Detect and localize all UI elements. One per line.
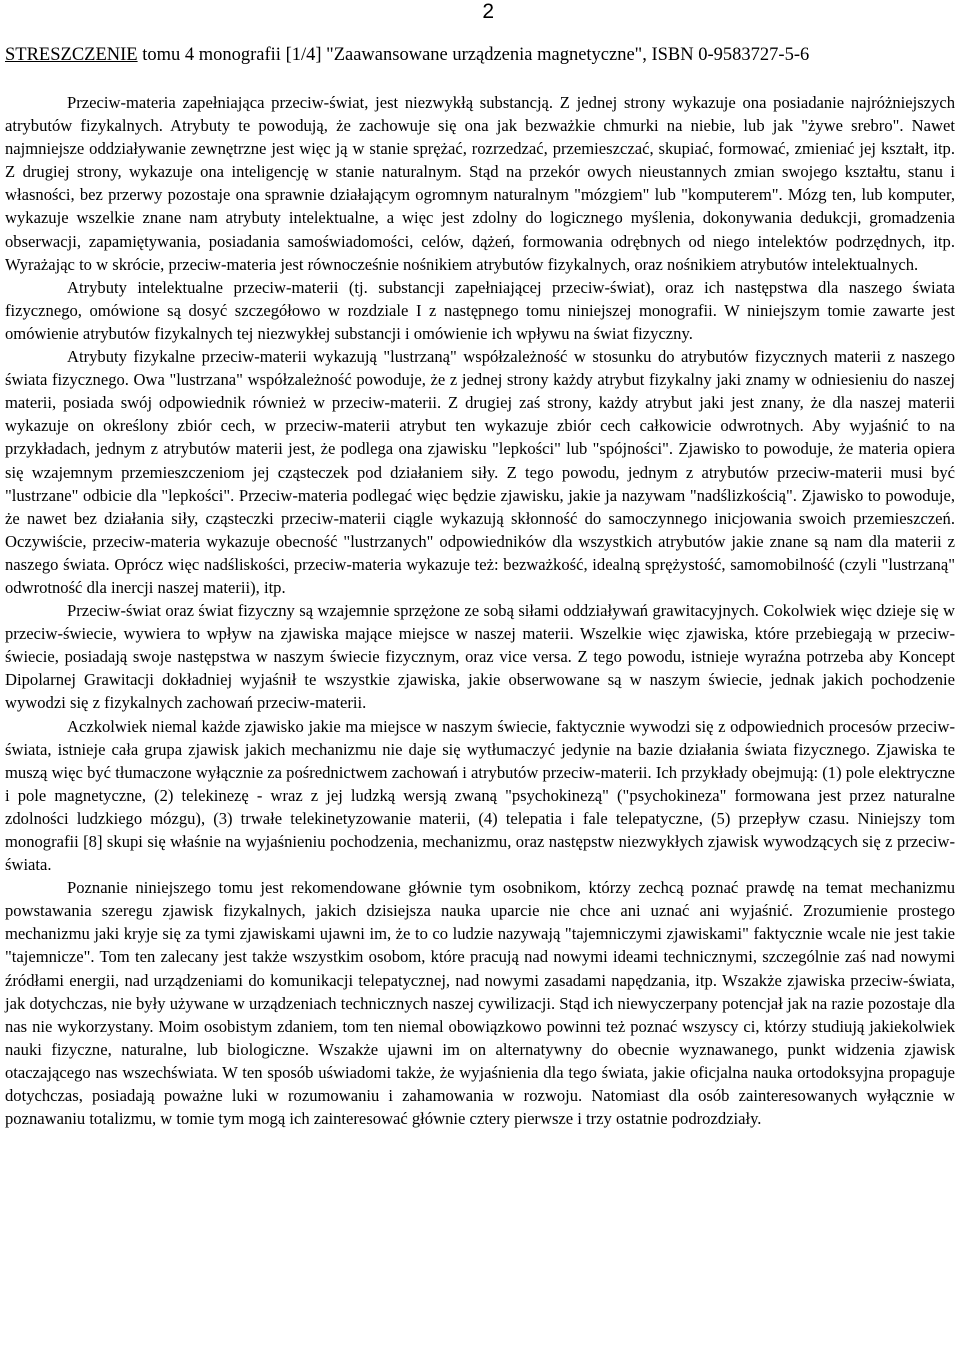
paragraph-6: Poznanie niniejszego tomu jest rekomendowane głównie tym osobnikom, którzy zechcą poznać prawdę na temat mechanizmu powstawania szeregu zjawisk fizykalnych, jakich dzisiejsza nauka uparcie nie chce ani uznać ani wyjaśnić. Zrozumienie prostego mechanizmu jaki kryje się za tymi zjawiskami ujawni im, że to co ludzie nazywają "tajemniczymi zjawiskami" faktycznie wcale nie jest takie "tajemnicze". Tom ten zalecany jest także wszystkim osobom, które pracują nad nowymi ideami technicznymi, szczególnie zaś nad nowymi źródłami energii, nad urządzeniami do komunikacji telepatycznej, nad nowymi zasadami napędzania, itp. Wszakże zjawiska przeciw-świata, jak dotychczas, nie były używane w urządzeniach technicznych naszej cywilizacji. Stąd ich niewyczerpany potencjał jak na razie pozostaje dla nas nie wykorzystany. Moim osobistym zdaniem, tom ten niemal obowiązkowo powinni też poznać wszyscy ci, którzy studiują jakiekolwiek nauki fizyczne, naturalne, lub biologiczne. Wszakże ujawni im on alternatywny do obecnie wyznawanego, punkt widzenia zjawisk otaczającego nas wszechświata. W ten sposób uświadomi także, że wyjaśnienia dla tego świata, jakie oficjalna nauka ortodoksyjna propaguje dotychczas, posiadają poważne luki w rozumowaniu i zahamowania w rozwoju. Natomiast dla osób zainteresowanych wyłącznie w poznawaniu totalizmu, w tomie tym mogą ich zainteresować głównie cztery pierwsze i trzy ostatnie podrozdziały. — [5, 878, 955, 1129]
document-heading — [5, 44, 955, 66]
document-body — [5, 91, 955, 1130]
heading-summary-label: STRESZCZENIE — [5, 45, 138, 65]
paragraph-5: Aczkolwiek niemal każde zjawisko jakie ma miejsce w naszym świecie, faktycznie wywodzi się z odpowiednich procesów przeciw-świata, istnieje cała grupa zjawisk jakich mechanizmu nie daje się wytłumaczyć jedynie na bazie działania świata fizycznego. Zjawiska te muszą więc być tłumaczone wyłącznie za pośrednictwem zachowań i atrybutów przeciw-materii. Ich przykłady obejmują: (1) pole elektryczne i pole magnetyczne, (2) telekinezę - wraz z jej ludzką wersją zwaną "psychokinezą" ("psychokineza" formowana jest przez naturalne zdolności ludzkiego mózgu), (3) trwałe telekinetyzowanie materii, (4) telepatia i fale telepatyczne, (5) przepływ czasu. Niniejszy tom monografii [8] skupi się właśnie na wyjaśnieniu pochodzenia, mechanizmu, oraz następstw niezwykłych zjawisk wywodzących się z przeciw-świata. — [5, 716, 955, 875]
paragraph-3: Atrybuty fizykalne przeciw-materii wykazują "lustrzaną" współzależność w stosunku do atrybutów fizycznych materii z naszego świata fizycznego. Owa "lustrzana" współzależność powoduje, że z jednej strony każdy atrybut fizykalny jaki znamy w odniesieniu do naszej materii, posiada swój odpowiednik również w przeciw-materii. Z drugiej zaś strony, każdy atrybut jaki jest znany, że dla naszej materii wykazuje on określony zbiór cech, w przeciw-materii atrybut ten wykazuje zbiór cech całkowicie odwrotnych. Aby wyjaśnić to na przykładach, jednym z atrybutów materii jest, że podlega ona zjawisku "lepkości" lub "spójności". Zjawisko to powoduje, że materia opiera się wzajemnym przemieszczeniom jej cząsteczek pod działaniem siły. Z tego powodu, jednym z atrybutów przeciw-materii musi być "lustrzane" odbicie dla "lepkości". Przeciw-materia podlegać więc będzie zjawisku, jakie ja nazywam "nadślizkością". Zjawisko to powoduje, że nawet bez działania siły, cząsteczki przeciw-materii ciągle wykazują skłonność do samoczynnego inicjowania swoich przemieszczeń. Oczywiście, przeciw-materia wykazuje obecność "lustrzanych" odpowiedników dla wszystkich atrybutów jakie znane są nam dla materii z naszego świata. Oprócz więc nadśliskości, przeciw-materia wykazuje też: bezważkość, idealną sprężystość, samomobilność (czyli "lustrzaną" odwrotność dla inercji naszej materii), itp. — [5, 347, 955, 597]
heading-title: tomu 4 monografii [1/4] "Zaawansowane urządzenia magnetyczne", ISBN 0-9583727-5-6 — [137, 45, 810, 65]
page-number: 2 — [482, 0, 494, 23]
paragraph-4: Przeciw-świat oraz świat fizyczny są wzajemnie sprzężone ze sobą siłami oddziaływań grawitacyjnych. Cokolwiek więc dzieje się w przeciw-świecie, wywiera to wpływ na zjawiska mające miejsce w naszej materii. Wszelkie więc zjawiska, które przebiegają w przeciw-świecie, posiadają swoje następstwa w naszym świecie fizycznym, oraz vice versa. Z tego powodu, istnieje wyraźna potrzeba aby Koncept Dipolarnej Grawitacji dokładniej wyjaśnił te wszystkie zjawiska, jakie obserwowane są w naszym świecie, jednak jakich pochodzenie wywodzi się z fizykalnych zachowań przeciw-materii. — [5, 601, 955, 713]
paragraph-2: Atrybuty intelektualne przeciw-materii (tj. substancji zapełniającej przeciw-świat), oraz ich następstwa dla naszego świata fizycznego, omówione są dosyć szczegółowo w rozdziale I z następnego tomu niniejszej monografii. W niniejszym tomie zawarte jest omówienie atrybutów fizykalnych tej niezwykłej substancji i omówienie ich wpływu na świat fizyczny. — [5, 277, 955, 343]
paragraph-1: Przeciw-materia zapełniająca przeciw-świat, jest niezwykłą substancją. Z jednej strony wykazuje ona posiadanie najróżniejszych atrybutów fizykalnych. Atrybuty te powodują, że zachowuje się ona jak bezważkie chmurki na niebie, lub jak "żywe srebro". Nawet najmniejsze oddziaływanie zewnętrzne jest więc ją w stanie sprężać, rozrzedzać, przemieszczać, skupiać, formować, zmieniać jej kształt, itp. Z drugiej strony, wykazuje ona inteligencję w stanie naturalnym. Stąd na przekór owych nieustannych zmian swojego kształtu, stanu i własności, bez przerwy pozostaje ona sprawnie działającym ogromnym naturalnym "mózgiem" lub "komputerem". Mózg ten, lub komputer, wykazuje wszelkie znane nam atrybuty intelektualne, a więc jest zdolny do logicznego myślenia, dokonywania dedukcji, gromadzenia obserwacji, zapamiętywania, posiadania samoświadomości, celów, dążeń, formowania odrębnych od niego intelektów podrzędnych, itp. Wyrażając to w skrócie, przeciw-materia jest równocześnie nośnikiem atrybutów fizykalnych, oraz nośnikiem atrybutów intelektualnych. — [5, 93, 955, 274]
